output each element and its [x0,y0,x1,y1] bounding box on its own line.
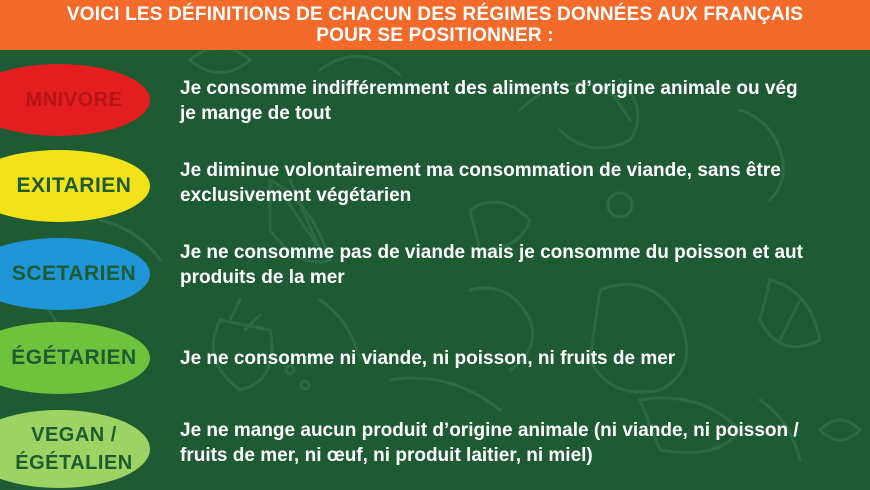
definition-line: produits de la mer [180,267,345,288]
regime-label-line1: VEGAN / [31,424,117,446]
regime-definition-flexitarien [180,158,870,208]
header-banner [0,0,870,50]
definition-line: Je diminue volontairement ma consommation de viande, sans être [180,160,781,181]
regime-label: SCETARIEN [11,262,137,285]
definition-line: Je ne mange aucun produit d’origine animale (ni viande, ni poisson / [180,420,799,441]
regime-definition-pescetarien [180,240,870,290]
regime-label-line2: ÉGÉTALIEN [15,452,133,474]
regime-label: MNIVORE [25,88,123,111]
regime-definition-omnivore [180,76,870,126]
regime-definition-vegan [180,418,870,468]
regime-definition-vegetarien [180,346,870,371]
definition-line: Je ne consomme ni viande, ni poisson, ni fruits de mer [180,348,676,369]
definition-line: Je consomme indifféremment des aliments d’origine animale ou vég [180,78,798,99]
regime-label: ÉGÉTARIEN [11,346,137,369]
definition-line: exclusivement végétarien [180,185,412,206]
definition-line: je mange de tout [180,103,331,124]
header-title-line2: POUR SE POSITIONNER : [316,25,554,46]
regime-label: EXITARIEN [16,174,132,197]
definition-line: fruits de mer, ni œuf, ni produit laitier, ni miel) [180,445,593,466]
header-title-line1: VOICI LES DÉFINITIONS DE CHACUN DES RÉGIMES DONNÉES AUX FRANÇAIS [66,4,804,25]
definition-line: Je ne consomme pas de viande mais je consomme du poisson et aut [180,242,803,263]
